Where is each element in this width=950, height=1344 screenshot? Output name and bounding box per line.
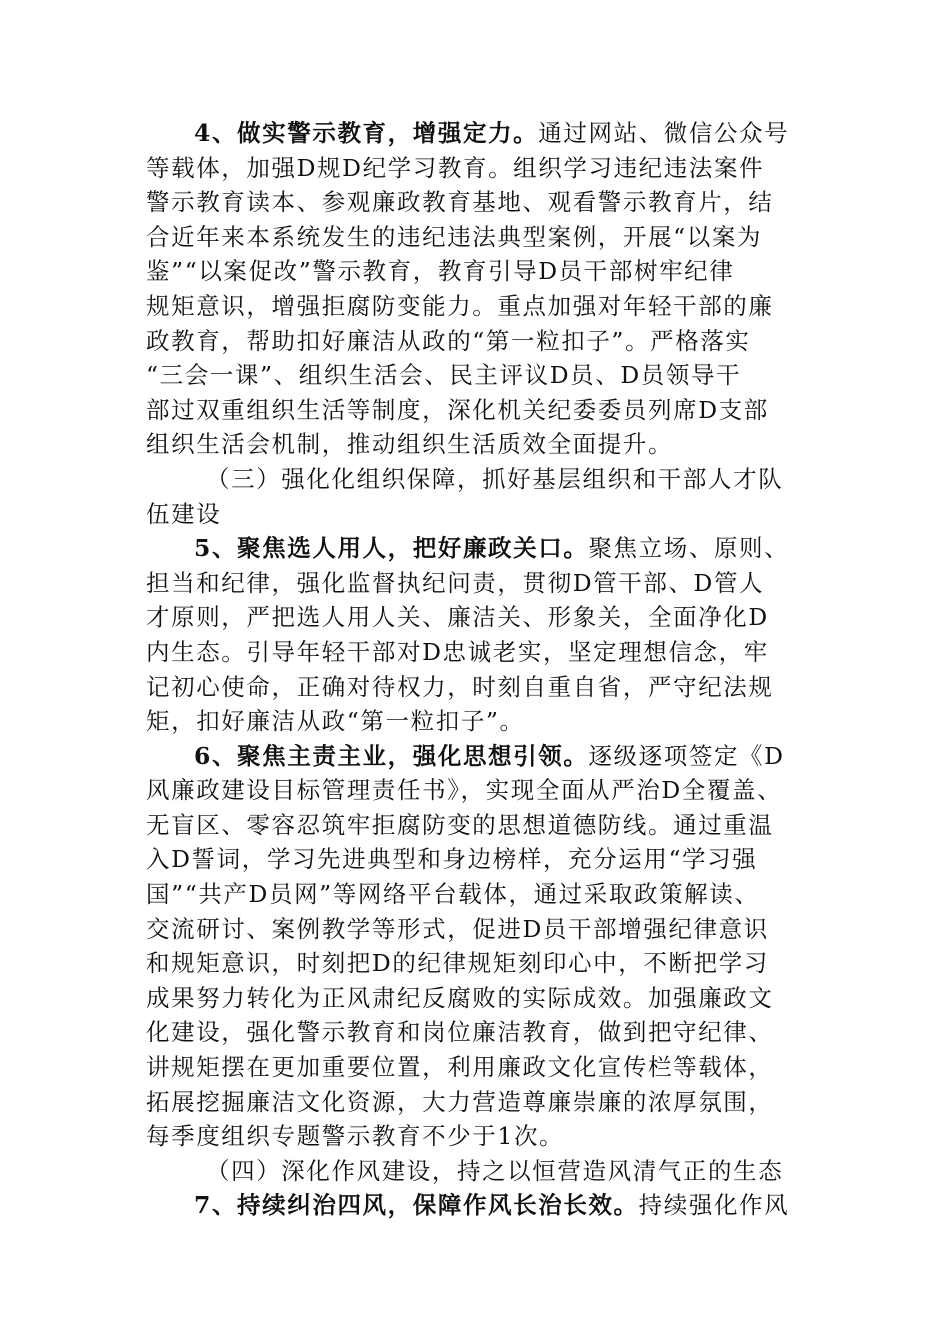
- paragraph-line: [146, 531, 826, 566]
- paragraph-heading-4: 4、做实警示教育，增强定力。: [194, 119, 539, 147]
- paragraph-line: 讲规矩摆在更加重要位置，利用廉政文化宣传栏等载体，: [146, 1053, 774, 1082]
- document-body: [146, 116, 826, 1223]
- paragraph-heading-5: 5、聚焦选人用人，把好廉政关口。: [194, 534, 589, 563]
- paragraph-text: 持续强化作风: [638, 1191, 790, 1220]
- paragraph-text: 聚焦立场、原则、: [588, 534, 790, 563]
- paragraph-line: 才原则，严把选人用人关、廉洁关、形象关，全面净化D: [146, 603, 769, 632]
- paragraph-line: 内生态。引导年轻干部对D忠诚老实，坚定理想信念，牢: [146, 637, 769, 666]
- paragraph-line: 入D誓词，学习先进典型和身边榜样，充分运用“学习强: [146, 845, 758, 874]
- paragraph-heading-7: 7、持续纠治四风，保障作风长治长效。: [194, 1191, 639, 1220]
- paragraph-line: 每季度组织专题警示教育不少于1次。: [146, 1122, 565, 1151]
- section-heading-4: （四）深化作风建设，持之以恒营造风清气正的生态: [206, 1156, 784, 1185]
- paragraph-text: 逐级逐项签定《D: [588, 741, 785, 770]
- paragraph-line: 无盲区、零容忍筑牢拒腐防变的思想道德防线。通过重温: [146, 810, 774, 839]
- paragraph-line: 等载体，加强D规D纪学习教育。组织学习违纪违法案件: [146, 153, 765, 182]
- paragraph-line: 部过双重组织生活等制度，深化机关纪委委员列席D支部: [146, 395, 769, 424]
- paragraph-line: 矩，扣好廉洁从政“第一粒扣子”。: [146, 707, 525, 736]
- paragraph-line: [146, 739, 826, 774]
- paragraph-text: 通过网站、微信公众号: [538, 119, 790, 147]
- paragraph-line: 和规矩意识，时刻把D的纪律规矩刻印心中，不断把学习: [146, 949, 769, 978]
- paragraph-line: 成果努力转化为正风肃纪反腐败的实际成效。加强廉政文: [146, 983, 774, 1012]
- paragraph-line: 规矩意识，增强拒腐防变能力。重点加强对年轻干部的廉: [146, 291, 774, 320]
- paragraph-line: 化建设，强化警示教育和岗位廉洁教育，做到把守纪律、: [146, 1018, 774, 1047]
- section-heading-3-cont: 伍建设: [146, 499, 222, 528]
- paragraph-line: 国”“共产D员网”等网络平台载体，通过采取政策解读、: [146, 880, 760, 909]
- paragraph-line: 政教育，帮助扣好廉洁从政的“第一粒扣子”。严格落实: [146, 326, 751, 355]
- paragraph-line: 组织生活会机制，推动组织生活质效全面提升。: [146, 430, 674, 459]
- paragraph-line: 鉴”“以案促改”警示教育，教育引导D员干部树牢纪律: [146, 257, 735, 286]
- paragraph-line: 交流研讨、案例教学等形式，促进D员干部增强纪律意识: [146, 914, 769, 943]
- paragraph-line: 拓展挖掘廉洁文化资源，大力营造尊廉崇廉的浓厚氛围，: [146, 1087, 774, 1116]
- paragraph-line: 风廉政建设目标管理责任书》，实现全面从严治D全覆盖、: [146, 776, 783, 805]
- paragraph-line: 警示教育读本、参观廉政教育基地、观看警示教育片，结: [146, 188, 774, 217]
- paragraph-line: “三会一课”、组织生活会、民主评议D员、D员领导干: [146, 361, 742, 390]
- paragraph-heading-6: 6、聚焦主责主业，强化思想引领。: [194, 741, 589, 770]
- paragraph-line: 记初心使命，正确对待权力，时刻自重自省，严守纪法规: [146, 672, 774, 701]
- paragraph-line: [146, 116, 826, 151]
- paragraph-line: [146, 1188, 826, 1223]
- section-heading-3: （三）强化化组织保障，抓好基层组织和干部人才队: [206, 464, 784, 493]
- paragraph-line: 担当和纪律，强化监督执纪问责，贯彻D管干部、D管人: [146, 568, 765, 597]
- paragraph-line: 合近年来本系统发生的违纪违法典型案例，开展“以案为: [146, 222, 763, 251]
